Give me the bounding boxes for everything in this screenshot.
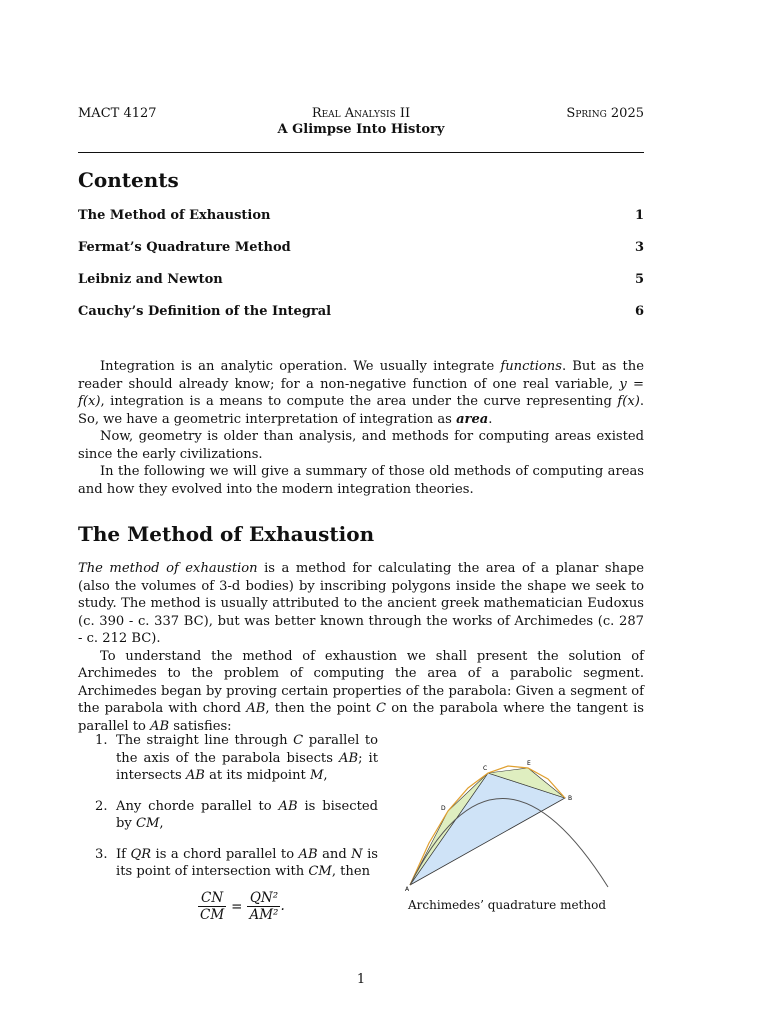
toc-entry[interactable] [78, 270, 644, 302]
point-label-c: C [483, 765, 488, 772]
page-header [78, 106, 644, 140]
figure-caption: Archimedes’ quadrature method [408, 898, 607, 912]
toc-page: 6 [634, 304, 644, 319]
section-paragraph-2: To understand the method of exhaustion we shall present the solution of Archimedes to the problem of computing the area of a parabolic segment. Archimedes began by proving certain properties of the parabola: Given a segment of the parabola with chord AB, then the point C on the parabola where the tangent is parallel to AB satisfies: [78, 648, 644, 734]
toc-label: The Method of Exhaustion [78, 208, 271, 223]
intro-paragraph-3: In the following we will give a summary of those old methods of computing areas and how they evolved into the modern integration theories. [78, 464, 644, 497]
header-center [78, 106, 644, 137]
header-rule [78, 152, 644, 153]
parabola-figure [403, 755, 633, 895]
term: Spring 2025 [566, 106, 644, 121]
list-item: 1. The straight line through C parallel to the axis of the parabola bisects AB; it intersects AB at its midpoint M, [95, 733, 378, 783]
document-subtitle: A Glimpse Into History [277, 122, 445, 137]
list-item: 2. Any chorde parallel to AB is bisected by CM, [95, 798, 379, 831]
section-title: The Method of Exhaustion [78, 522, 375, 546]
document-page [78, 0, 644, 1024]
course-code: MACT 4127 [78, 106, 157, 121]
introduction [78, 358, 644, 498]
toc-entry[interactable] [78, 206, 644, 238]
table-of-contents [78, 206, 644, 334]
toc-page: 5 [634, 272, 644, 287]
list-item: 3. If QR is a chord parallel to AB and N is its point of intersection with CM, then [95, 846, 379, 879]
point-label-b: B [568, 795, 573, 802]
toc-entry[interactable] [78, 302, 644, 334]
toc-page: 1 [634, 208, 644, 223]
property-list [78, 732, 378, 894]
point-label-a: A [405, 886, 410, 893]
page-number: 1 [356, 972, 366, 987]
lhs-fraction: $\frac{CN}{CM}$ [200, 890, 225, 923]
contents-title: Contents [78, 168, 179, 192]
point-label-d: D [441, 805, 446, 812]
section-body [78, 560, 644, 735]
section-paragraph-1: The method of exhaustion is a method for calculating the area of a planar shape (also the volumes of 3-d bodies) by inscribing polygons inside the shape we seek to study. The method is usually attributed to the ancient greek mathematician Eudoxus (c. 390 - c. 337 BC), but was better known through the works of Archimedes (c. 287 - c. 212 BC). [78, 561, 645, 646]
point-label-e: E [527, 760, 531, 767]
course-name: Real Analysis II [311, 106, 411, 121]
rhs-fraction: $\frac{\text{QN²}}{\text{AM²}}$ [249, 890, 279, 923]
intro-paragraph-2: Now, geometry is older than analysis, and methods for computing areas existed since the early civilizations. [78, 429, 644, 462]
ratio-formula: $\frac{CN}{CM}$ = $\frac{\text{QN²}}{\text{AM²}}$ . [200, 890, 285, 923]
toc-label: Fermat’s Quadrature Method [78, 240, 291, 255]
equals-sign: = [231, 898, 243, 915]
toc-label: Cauchy’s Definition of the Integral [78, 304, 332, 319]
toc-page: 3 [634, 240, 644, 255]
toc-entry[interactable] [78, 238, 644, 270]
toc-label: Leibniz and Newton [78, 272, 223, 287]
intro-paragraph-1: Integration is an analytic operation. We usually integrate functions. But as the reader should already know; for a non-negative function of one real variable, y = f(x), integration is a means to compute the area under the curve representing f(x). So, we have a geometric interpretation of integration as area. [78, 359, 645, 427]
